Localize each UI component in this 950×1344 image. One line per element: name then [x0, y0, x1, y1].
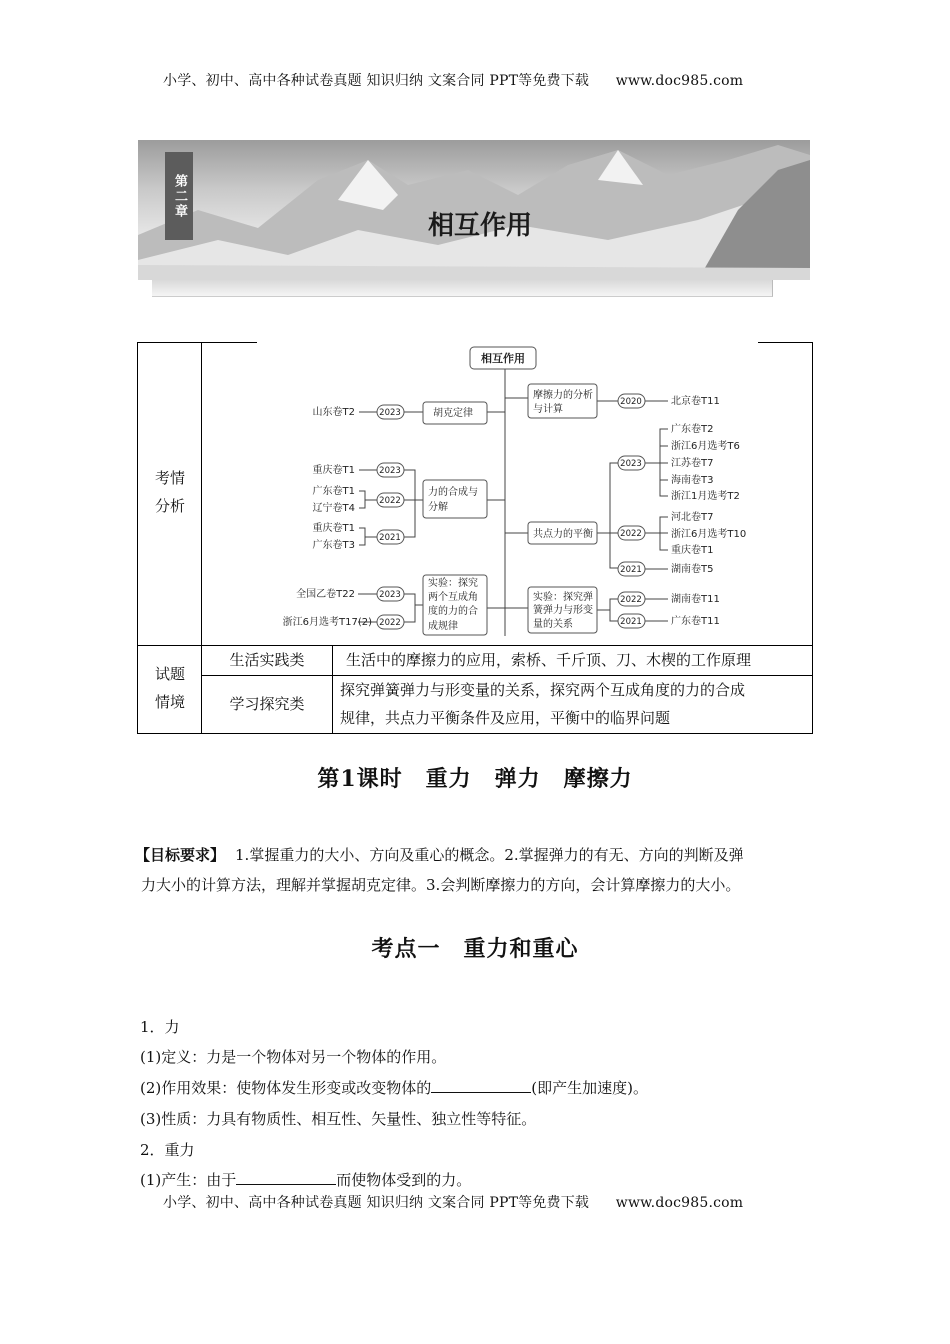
mm-paper: 广东卷T3: [312, 540, 355, 551]
mm-year: 2023: [620, 459, 642, 469]
situation-desc-1: 生活中的摩擦力的应用，索桥、千斤顶、刀、木楔的工作原理: [346, 651, 752, 669]
chapter-tab: 第二章: [165, 152, 193, 240]
content-line: [140, 1077, 648, 1099]
header-site: www.doc985.com: [615, 73, 744, 89]
content-line: 2．重力: [140, 1141, 195, 1159]
goal-tag: 【目标要求】: [135, 846, 226, 864]
mm-year: 2022: [620, 529, 642, 539]
mm-paper: 湖南卷T5: [671, 564, 714, 575]
situation-type-2: 学习探究类: [229, 695, 305, 713]
mm-paper: 全国乙卷T22: [296, 589, 355, 600]
mm-year: 2021: [620, 617, 642, 627]
mm-spring-3: 量的关系: [533, 619, 573, 630]
mm-paper: 浙江6月选考T6: [671, 441, 740, 452]
content-text: (1)产生：由于: [140, 1171, 237, 1189]
mm-root: 相互作用: [481, 352, 525, 365]
mm-paper: 浙江1月选考T2: [671, 491, 740, 502]
row1-label: 考情分析: [154, 469, 185, 515]
goal-block: [135, 840, 815, 900]
mm-paper: 重庆卷T1: [671, 545, 714, 556]
mm-year: 2021: [379, 533, 401, 543]
mm-paper: 广东卷T1: [312, 486, 355, 497]
mm-spring-1: 实验：探究弹: [533, 592, 593, 603]
mm-year: 2022: [379, 618, 401, 628]
mm-paper: 浙江6月选考T17(2): [282, 617, 372, 628]
situation-desc-2a: 探究弹簧弹力与形变量的关系，探究两个互成角度的力的合成: [340, 681, 746, 699]
mm-paper: 海南卷T3: [671, 475, 714, 486]
goal-line1: 1.掌握重力的大小、方向及重心的概念。2.掌握弹力的有无、方向的判断及弹: [235, 846, 744, 864]
mm-year: 2023: [379, 590, 401, 600]
mm-angle-3: 度的力的合: [428, 606, 478, 617]
mm-year: 2020: [620, 397, 642, 407]
content-line: (3)性质：力具有物质性、相互性、矢量性、独立性等特征。: [140, 1110, 537, 1128]
mm-paper: 辽宁卷T4: [312, 503, 355, 514]
mm-paper: 广东卷T11: [671, 616, 720, 627]
situation-desc-2b: 规律，共点力平衡条件及应用，平衡中的临界问题: [340, 709, 671, 727]
mm-year: 2023: [379, 408, 401, 418]
mm-friction-2: 与计算: [533, 404, 563, 415]
mm-year: 2022: [620, 595, 642, 605]
fill-blank[interactable]: [431, 1078, 531, 1093]
content-line: [140, 1169, 471, 1191]
mm-paper: 浙江6月选考T10: [671, 529, 747, 540]
mm-hooke: 胡克定律: [433, 408, 473, 419]
section-title: 考点一 重力和重心: [371, 936, 579, 962]
content-text: 而使物体受到的力。: [336, 1171, 472, 1189]
mm-paper: 山东卷T2: [312, 407, 355, 418]
mm-balance: 共点力的平衡: [533, 529, 593, 540]
mm-angle-1: 实验：探究: [428, 578, 478, 589]
situation-type-1: 生活实践类: [229, 651, 305, 669]
mm-paper: 江苏卷T7: [671, 458, 714, 469]
goal-line2: 力大小的计算方法，理解并掌握胡克定律。3.会判断摩擦力的方向，会计算摩擦力的大小。: [141, 876, 741, 894]
mm-compose-2: 分解: [428, 502, 448, 513]
mm-year: 2021: [620, 565, 642, 575]
mm-paper: 北京卷T11: [671, 396, 720, 407]
footer-text: 小学、初中、高中各种试卷真题 知识归纳 文案合同 PPT等免费下载: [163, 1195, 590, 1211]
mm-angle-2: 两个互成角: [428, 592, 478, 603]
mm-compose-1: 力的合成与: [428, 487, 478, 498]
content-line: 1．力: [140, 1018, 180, 1036]
mm-paper: 广东卷T2: [671, 424, 714, 435]
mm-year: 2023: [379, 466, 401, 476]
header-text: 小学、初中、高中各种试卷真题 知识归纳 文案合同 PPT等免费下载: [163, 73, 590, 89]
row2-label: 试题情境: [154, 665, 185, 711]
content-line: (1)定义：力是一个物体对另一个物体的作用。: [140, 1048, 447, 1066]
mm-spring-2: 簧弹力与形变: [533, 605, 593, 616]
lesson-title: 第1课时 重力 弹力 摩擦力: [317, 766, 633, 792]
mm-angle-4: 成规律: [428, 621, 458, 632]
footer-site: www.doc985.com: [615, 1195, 744, 1211]
content-text: (2)作用效果：使物体发生形变或改变物体的: [140, 1079, 432, 1097]
mm-year: 2022: [379, 496, 401, 506]
page-footer: [163, 1192, 743, 1212]
mm-paper: 重庆卷T1: [312, 523, 355, 534]
mm-friction-1: 摩擦力的分析: [533, 390, 593, 401]
mm-paper: 河北卷T7: [671, 512, 714, 523]
mm-paper: 湖南卷T11: [671, 594, 720, 605]
fill-blank[interactable]: [236, 1170, 336, 1185]
chapter-title: 相互作用: [427, 211, 532, 241]
mm-paper: 重庆卷T1: [312, 465, 355, 476]
content-text: (即产生加速度)。: [531, 1079, 648, 1097]
